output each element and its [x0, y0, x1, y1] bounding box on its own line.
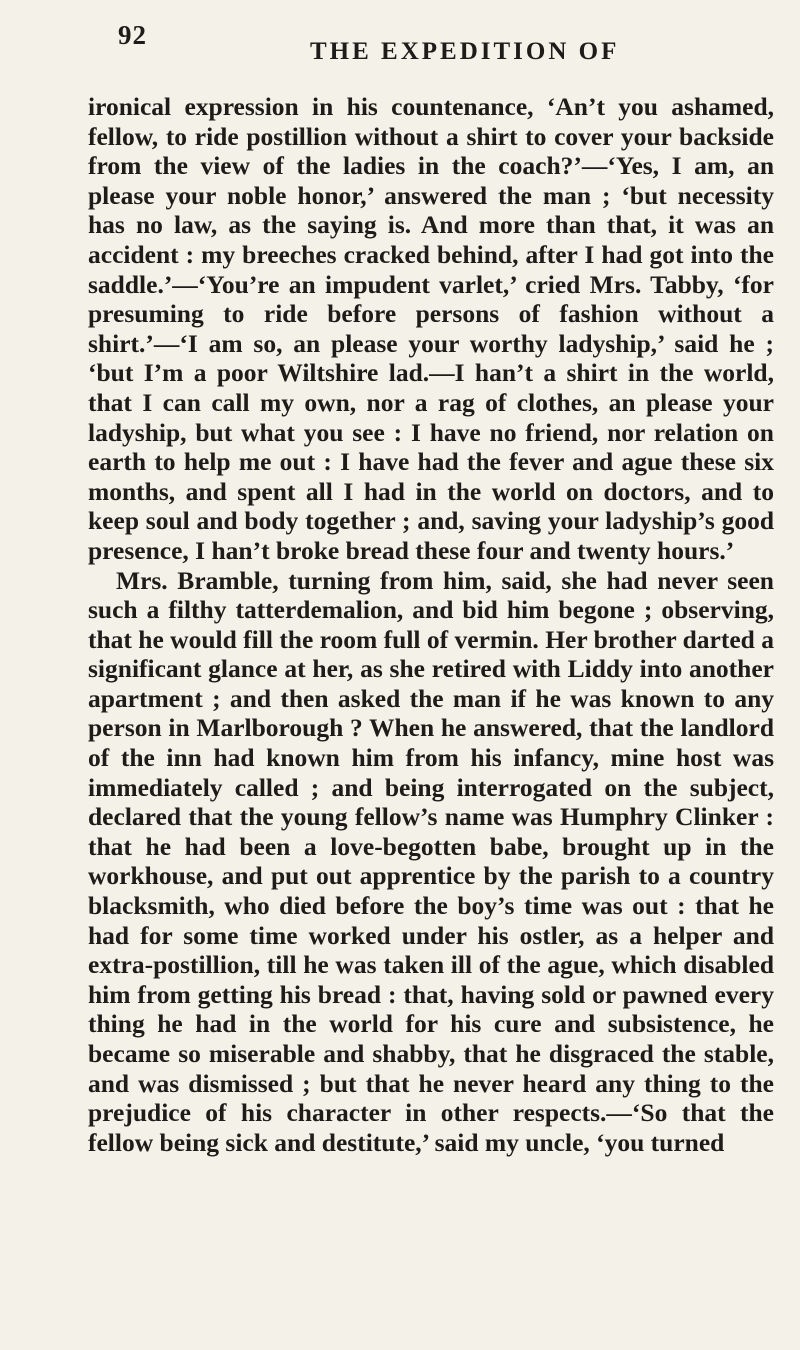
- page-header: [88, 0, 774, 92]
- paragraph: Mrs. Bramble, turning from him, said, she had never seen such a filthy tatterdemalion, and bid him begone ; observing, that he would fill the room full of vermin. Her brother darted a significant glance at her, as she retired with Liddy into another apartment ; and then asked the man if he was known to any person in Marlborough ? When he answered, that the landlord of the inn had known him from his infancy, mine host was immediately called ; and being interrogated on the subject, declared that the young fellow’s name was Humphry Clinker : that he had been a love-begotten babe, brought up in the workhouse, and put out apprentice by the parish to a country blacksmith, who died before the boy’s time was out : that he had for some time worked under his ostler, as a helper and extra-postillion, till he was taken ill of the ague, which disabled him from getting his bread : that, having sold or pawned every thing he had in the world for his cure and subsistence, he became so miserable and shabby, that he disgraced the stable, and was dismissed ; but that he never heard any thing to the prejudice of his character in other respects.—‘So that the fellow being sick and destitute,’ said my uncle, ‘you turned: [88, 565, 774, 1157]
- paragraph: ironical expression in his countenance, ‘An’t you ashamed, fellow, to ride postillion without a shirt to cover your backside from the view of the ladies in the coach?’—‘Yes, I am, an please your noble honor,’ answered the man ; ‘but necessity has no law, as the saying is. And more than that, it was an accident : my breeches cracked behind, after I had got into the saddle.’—‘You’re an impudent varlet,’ cried Mrs. Tabby, ‘for presuming to ride before persons of fashion without a shirt.’—‘I am so, an please your worthy ladyship,’ said he ; ‘but I’m a poor Wiltshire lad.—I han’t a shirt in the world, that I can call my own, nor a rag of clothes, an please your ladyship, but what you see : I have no friend, nor relation on earth to help me out : I have had the fever and ague these six months, and spent all I had in the world on doctors, and to keep soul and body together ; and, saving your ladyship’s good presence, I han’t broke bread these four and twenty hours.’: [88, 92, 774, 565]
- running-head: THE EXPEDITION OF: [310, 38, 620, 65]
- page-number: 92: [118, 20, 147, 50]
- body-text: [88, 92, 774, 1157]
